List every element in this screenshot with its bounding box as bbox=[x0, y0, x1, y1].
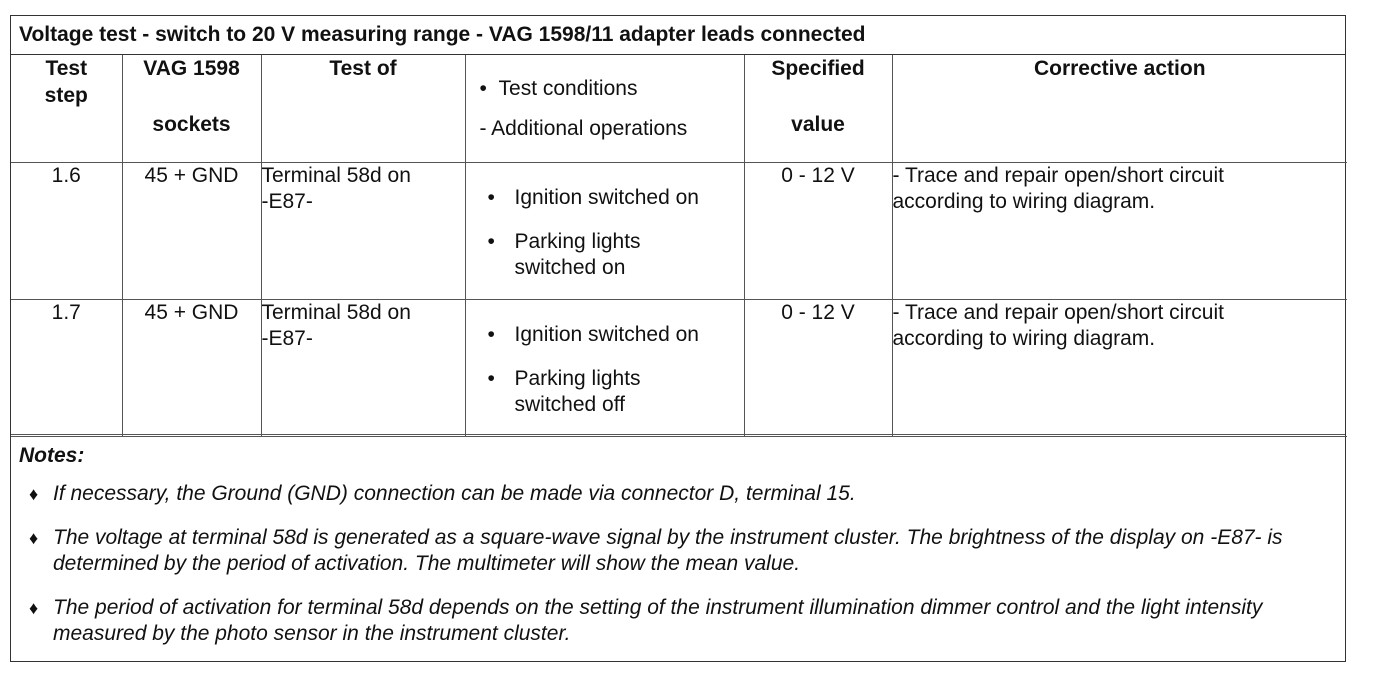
cell-corrective-line2: according to wiring diagram. bbox=[892, 189, 1156, 213]
note-text: The voltage at terminal 58d is generated as a square-wave signal by the instrument cluster. The brightness of the display on -E87- is determined by the period of activation. The multimeter will show the mean value. bbox=[53, 526, 1283, 575]
table-title: Voltage test - switch to 20 V measuring range - VAG 1598/11 adapter leads connected bbox=[11, 16, 1345, 55]
header-test-step-line2: step bbox=[44, 84, 88, 107]
header-conditions-bullet: Test conditions bbox=[498, 77, 638, 100]
list-item bbox=[488, 322, 744, 348]
bullet-icon: • bbox=[487, 229, 495, 253]
table-row bbox=[11, 299, 1347, 436]
cell-test-of-line1: Terminal 58d on bbox=[261, 300, 411, 324]
notes-title: Notes: bbox=[19, 444, 85, 467]
condition-text: Ignition switched on bbox=[514, 322, 699, 346]
header-sockets-line1: VAG 1598 bbox=[143, 57, 240, 80]
header-sockets bbox=[122, 55, 261, 162]
cell-test-of-line2: -E87- bbox=[261, 326, 313, 350]
cell-corrective bbox=[892, 299, 1347, 436]
table-row bbox=[11, 162, 1347, 299]
cell-conditions bbox=[465, 162, 744, 299]
header-sockets-line2: sockets bbox=[152, 113, 231, 136]
cell-corrective bbox=[892, 162, 1347, 299]
list-item bbox=[488, 229, 685, 281]
list-item bbox=[488, 185, 744, 211]
cell-sockets: 45 + GND bbox=[122, 299, 261, 436]
cell-corrective-line1: - Trace and repair open/short circuit bbox=[892, 300, 1224, 324]
header-test-of: Test of bbox=[261, 55, 465, 162]
cell-test-of-line2: -E87- bbox=[261, 189, 313, 213]
diamond-bullet-icon: ♦ bbox=[29, 484, 39, 504]
condition-text: Parking lights switched on bbox=[514, 229, 641, 279]
procedure-table bbox=[10, 15, 1346, 662]
cell-corrective-line1: - Trace and repair open/short circuit bbox=[892, 163, 1224, 187]
list-item bbox=[19, 525, 1337, 577]
cell-sockets: 45 + GND bbox=[122, 162, 261, 299]
cell-specified: 0 - 12 V bbox=[744, 162, 892, 299]
diamond-bullet-icon: ♦ bbox=[29, 598, 39, 618]
cell-conditions bbox=[465, 299, 744, 436]
test-grid bbox=[11, 55, 1347, 437]
header-test-step-line1: Test bbox=[45, 57, 88, 80]
note-text: The period of activation for terminal 58d depends on the setting of the instrument illumination dimmer control and the light intensity measured by the photo sensor in the instrument cluster. bbox=[53, 596, 1263, 645]
diamond-bullet-icon: ♦ bbox=[29, 528, 39, 548]
cell-step: 1.6 bbox=[11, 162, 122, 299]
note-text: If necessary, the Ground (GND) connection can be made via connector D, terminal 15. bbox=[53, 482, 856, 505]
header-conditions bbox=[465, 55, 744, 162]
header-corrective: Corrective action bbox=[892, 55, 1347, 162]
header-conditions-dash: - Additional operations bbox=[479, 117, 688, 140]
cell-step: 1.7 bbox=[11, 299, 122, 436]
cell-specified: 0 - 12 V bbox=[744, 299, 892, 436]
cell-test-of bbox=[261, 299, 465, 436]
notes-list bbox=[19, 481, 1337, 647]
condition-text: Parking lights switched off bbox=[514, 366, 641, 416]
cell-test-of-line1: Terminal 58d on bbox=[261, 163, 411, 187]
list-item bbox=[19, 481, 1337, 507]
cell-corrective-line2: according to wiring diagram. bbox=[892, 326, 1156, 350]
bullet-icon: • bbox=[487, 322, 495, 346]
list-item bbox=[488, 366, 685, 418]
header-specified-line2: value bbox=[791, 113, 845, 136]
list-item bbox=[19, 595, 1337, 647]
cell-test-of bbox=[261, 162, 465, 299]
header-specified-line1: Specified bbox=[771, 57, 865, 80]
header-specified bbox=[744, 55, 892, 162]
bullet-icon: • bbox=[487, 366, 495, 390]
header-test-step bbox=[11, 55, 122, 162]
bullet-icon: • bbox=[487, 185, 495, 209]
condition-text: Ignition switched on bbox=[514, 185, 699, 209]
header-row bbox=[11, 55, 1347, 162]
bullet-icon: • bbox=[479, 77, 487, 100]
notes-section bbox=[11, 434, 1345, 665]
